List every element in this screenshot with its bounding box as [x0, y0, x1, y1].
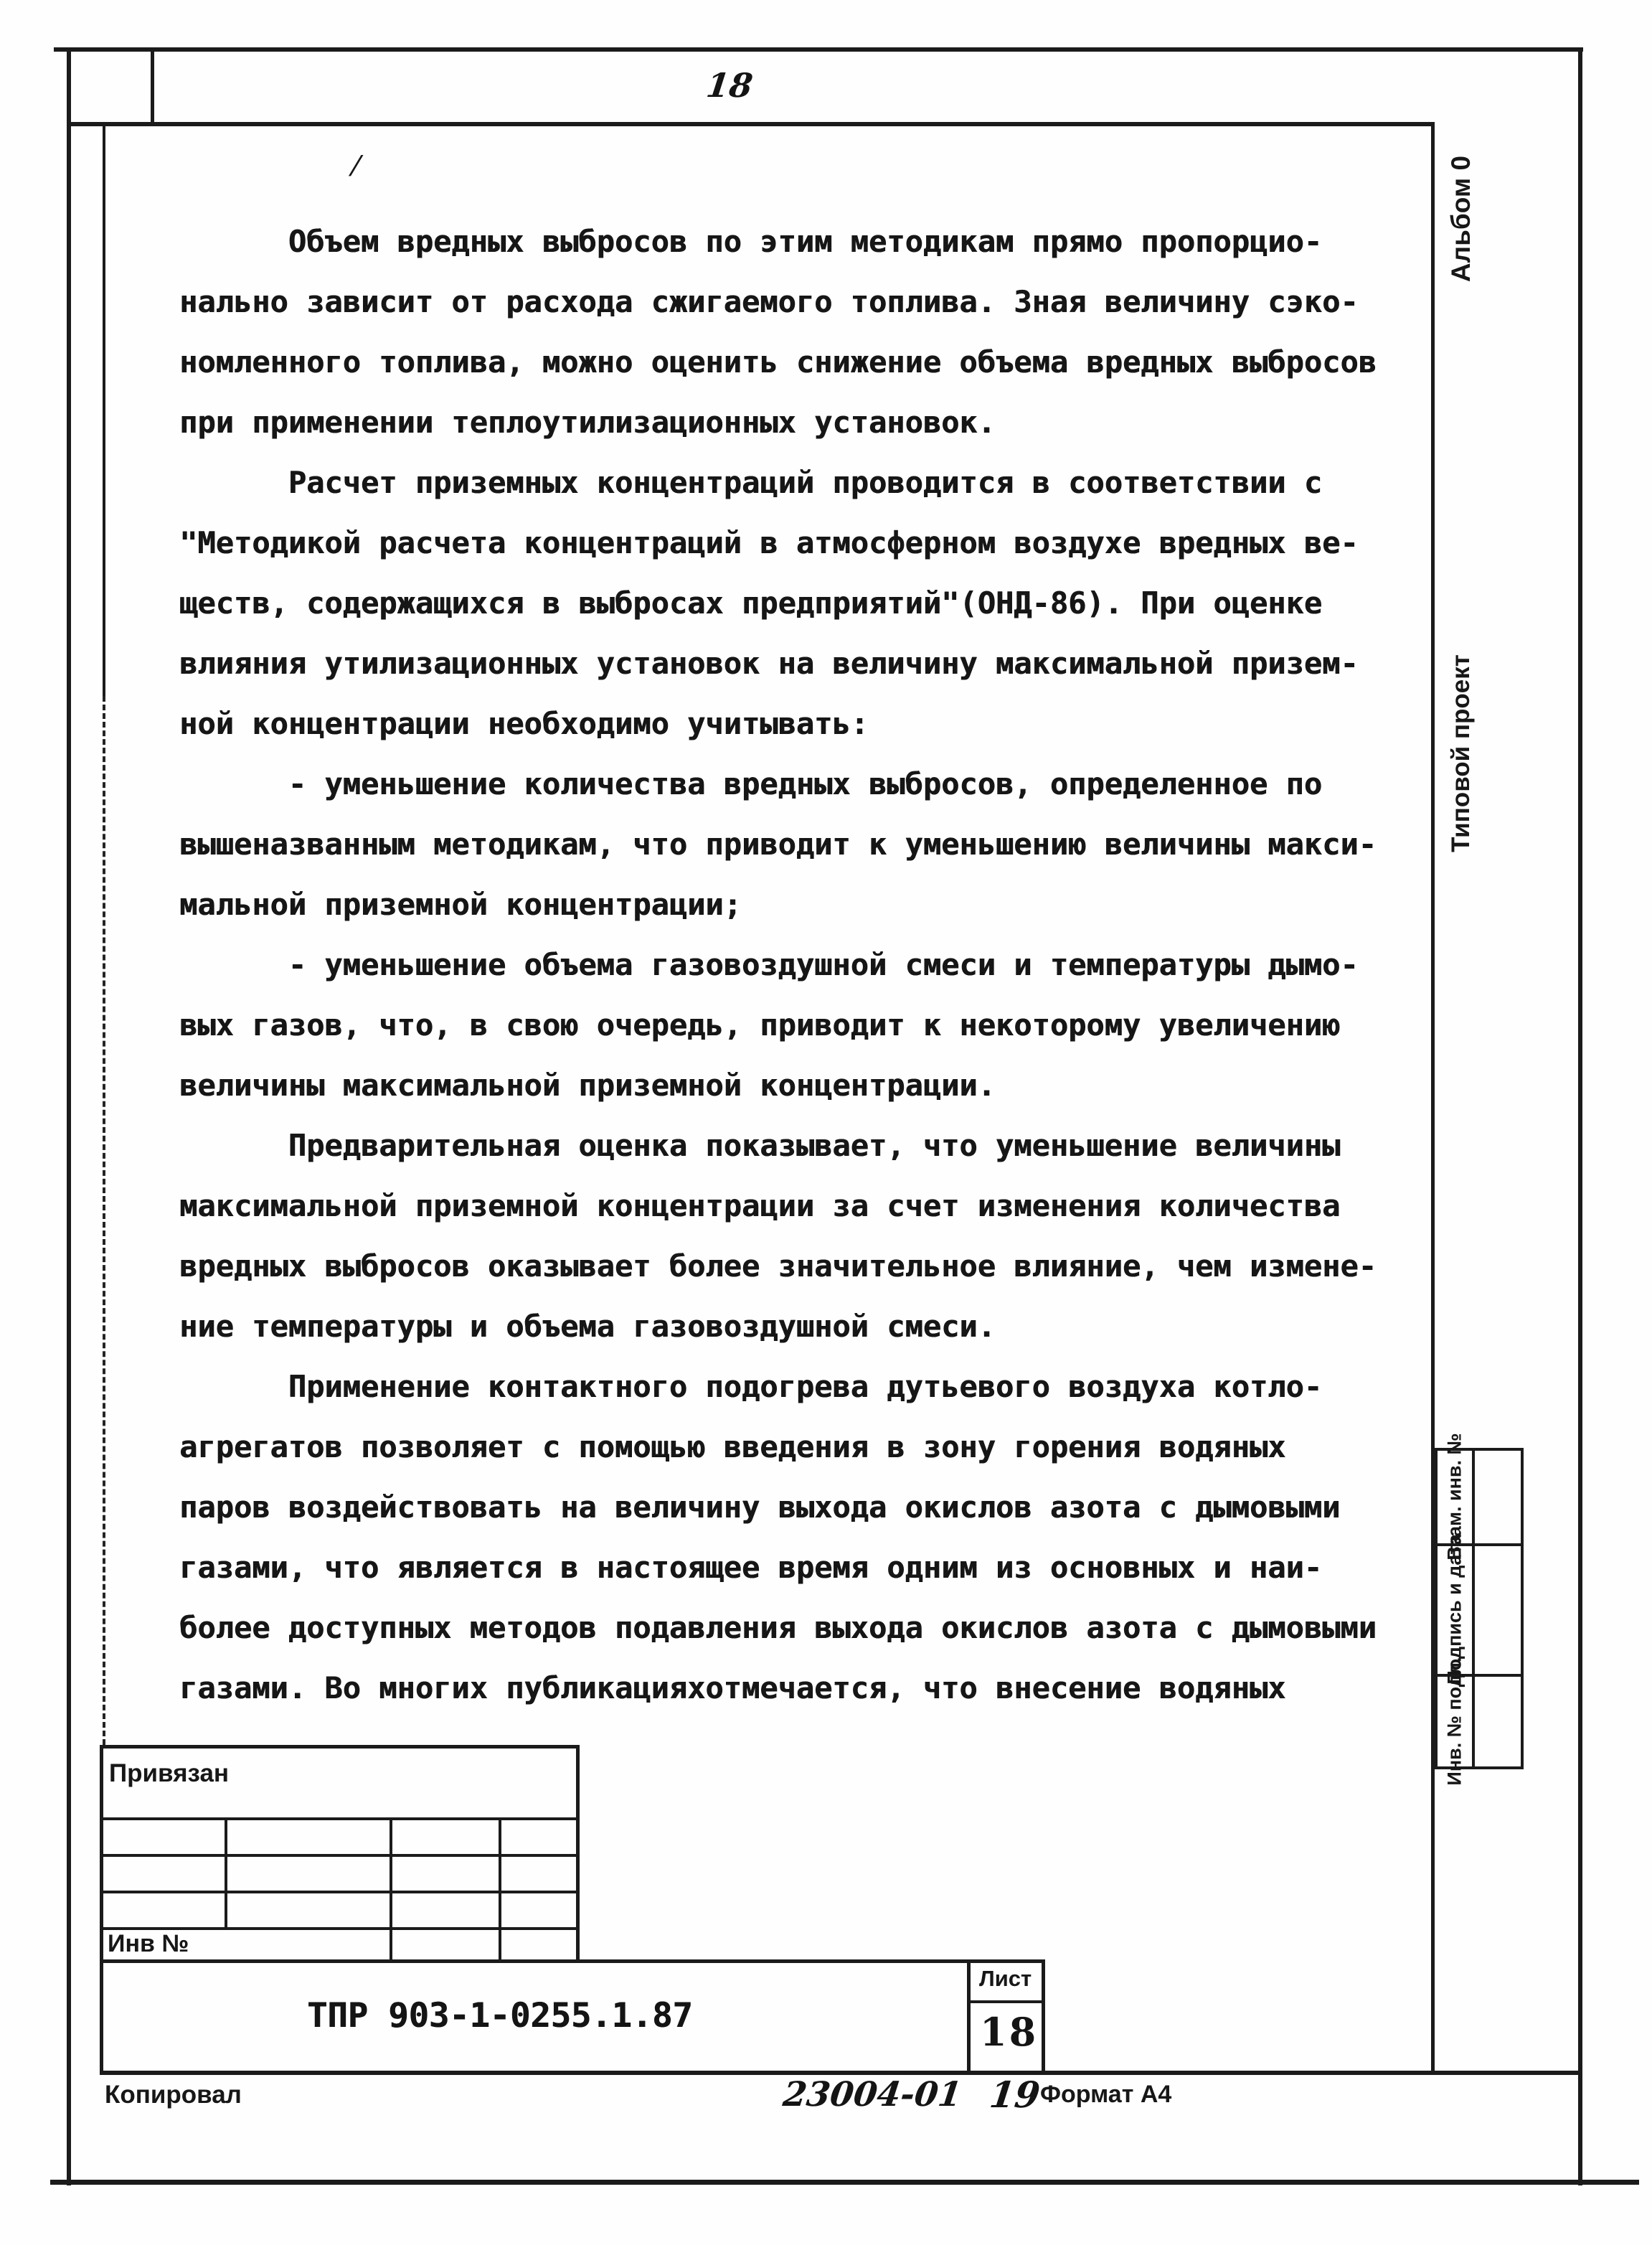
text-line: более доступных методов подавления выхода окислов азота с дымовыми	[179, 1610, 1377, 1645]
handwritten-code: 23004-01	[780, 2075, 964, 2114]
sidebar-project-type-label: Типовой проект	[1447, 654, 1475, 852]
text-line: Предварительная оценка показывает, что уменьшение величины	[179, 1128, 1341, 1163]
list-box-divider-line	[967, 2000, 1045, 2003]
text-line: "Методикой расчета концентраций в атмосферном воздухе вредных ве-	[179, 525, 1359, 560]
text-line: ществ, содержащихся в выбросах предприятий"(ОНД-86). При оценке	[179, 585, 1323, 621]
text-line: - уменьшение количества вредных выбросов, определенное по	[179, 766, 1323, 801]
sidebar-left-line	[1431, 122, 1435, 2075]
text-line: при применении теплоутилизационных установок.	[179, 405, 996, 440]
text-line: номленного топлива, можно оценить снижение объема вредных выбросов	[179, 344, 1377, 380]
text-line: вышеназванным методикам, что приводит к уменьшению величины макси-	[179, 827, 1377, 862]
text-line: максимальной приземной концентрации за счет изменения количества	[179, 1188, 1341, 1223]
text-line: ние температуры и объема газовоздушной смеси.	[179, 1309, 996, 1344]
text-line: - уменьшение объема газовоздушной смеси и температуры дымо-	[179, 947, 1359, 982]
content-left-line-dashed	[103, 696, 105, 1745]
text-line: паров воздействовать на величину выхода окислов азота с дымовыми	[179, 1489, 1341, 1525]
text-line: вредных выбросов оказывает более значительное влияние, чем измене-	[179, 1248, 1377, 1284]
text-line: нально зависит от расхода сжигаемого топлива. Зная величину сэко-	[179, 284, 1359, 319]
doc-number: ТПР 903-1-0255.1.87	[307, 1996, 693, 2035]
text-line: вых газов, что, в свою очередь, приводит к некоторому увеличению	[179, 1007, 1341, 1043]
body-text	[179, 212, 1377, 1718]
content-left-line	[103, 122, 105, 696]
text-line: ной концентрации необходимо учитывать:	[179, 706, 869, 741]
table-row-line-1	[100, 1817, 579, 1820]
table-top-line	[100, 1745, 579, 1749]
inv-label: Инв №	[108, 1930, 189, 1957]
table-row-line-3	[100, 1891, 579, 1893]
format-label: Формат А4	[1040, 2081, 1172, 2108]
text-line: Расчет приземных концентраций проводится в соответствии с	[179, 465, 1323, 500]
stamp-divider-line	[1472, 1448, 1475, 1769]
text-line: величины максимальной приземной концентрации.	[179, 1068, 996, 1103]
table-col-line-3	[499, 1817, 501, 1962]
list-box-left-line	[967, 1959, 971, 2075]
privyazan-label: Привязан	[109, 1759, 230, 1787]
text-line: мальной приземной концентрации;	[179, 887, 742, 922]
text-line: агрегатов позволяет с помощью введения в зону горения водяных	[179, 1429, 1286, 1464]
text-line: газами. Во многих публикацияхотмечается, что внесение водяных	[179, 1670, 1286, 1705]
header-band-divider-line	[151, 47, 154, 126]
table-right-line	[576, 1745, 580, 1962]
table-col-line-1	[225, 1817, 227, 1930]
sidebar-album-label: Альбом 0	[1446, 155, 1476, 283]
header-band-bottom-line	[67, 122, 1434, 126]
page-number: 18	[704, 66, 755, 105]
text-line: Применение контактного подогрева дутьевого воздуха котло-	[179, 1369, 1323, 1404]
stamp-label-vzam: Взам. инв. №	[1443, 1433, 1465, 1561]
table-row-line-2	[100, 1854, 579, 1857]
kopiroval-label: Копировал	[105, 2081, 242, 2109]
list-value: 18	[980, 2009, 1039, 2055]
stamp-label-podpis: Подпись и дата	[1443, 1534, 1465, 1685]
text-line: влияния утилизационных установок на величину максимальной призем-	[179, 646, 1359, 681]
list-label: Лист	[979, 1966, 1032, 1991]
frame-left-line	[67, 47, 71, 2185]
table-col-line-2	[390, 1817, 392, 1962]
stray-mark: /	[346, 151, 365, 182]
text-line: Объем вредных выбросов по этим методикам прямо пропорцио-	[179, 224, 1323, 259]
text-line: газами, что является в настоящее время одним из основных и наи-	[179, 1550, 1323, 1585]
handwritten-sheet-number: 19	[987, 2074, 1043, 2116]
titleblock-top-line	[100, 1959, 1044, 1963]
list-box-right-line	[1042, 1959, 1045, 2075]
frame-right-line	[1578, 47, 1582, 2185]
frame-bottom-line	[50, 2180, 1639, 2185]
table-left-line	[100, 1745, 103, 2074]
stamp-label-inv-podl: Инв. № подл.	[1443, 1657, 1465, 1786]
frame-top-line	[54, 47, 1583, 52]
